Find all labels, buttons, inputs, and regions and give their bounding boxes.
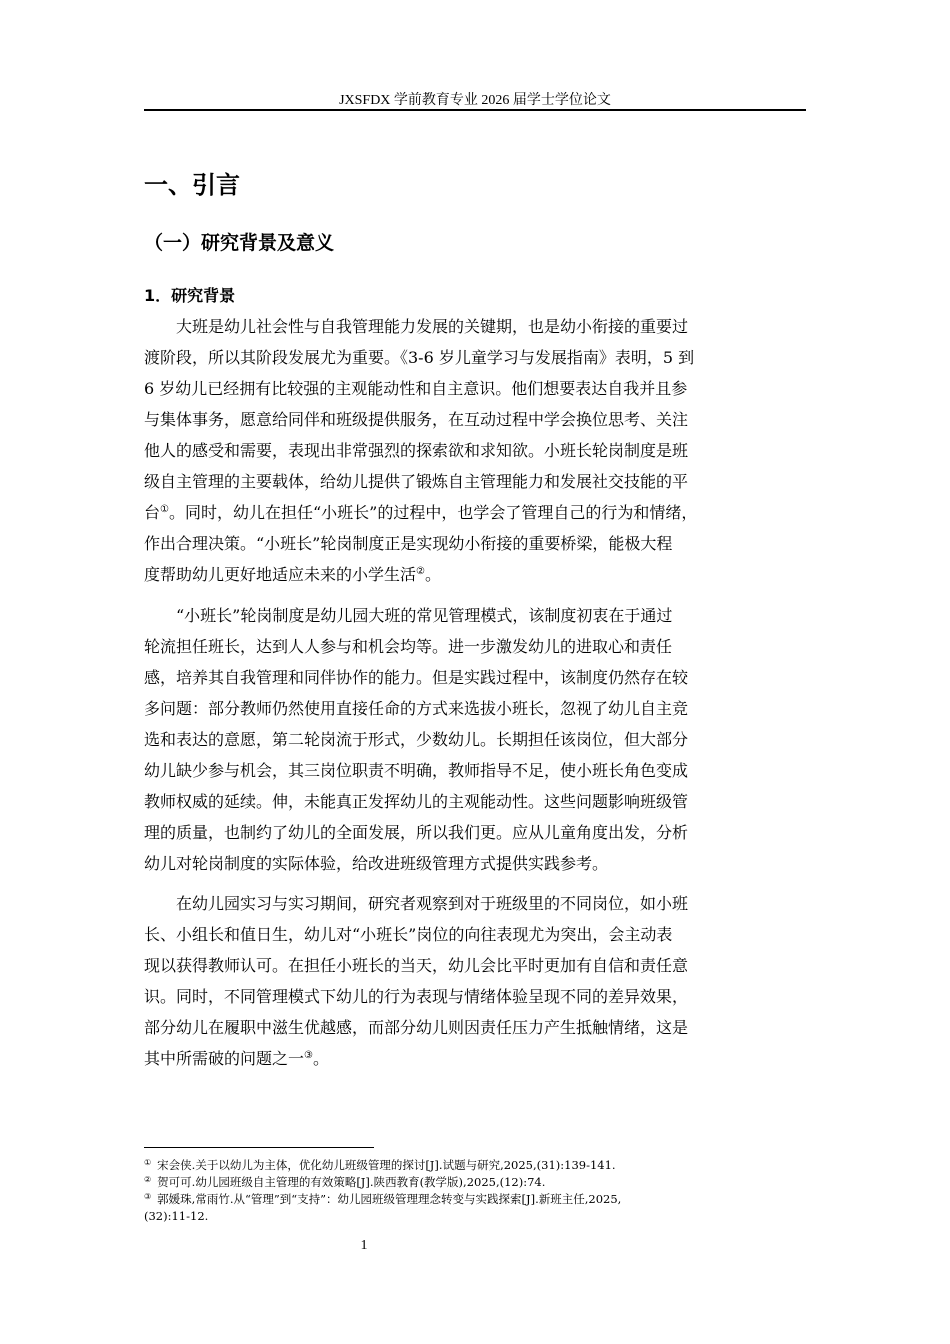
text-fragment: 。 [312,1049,329,1068]
footnote-text: 宋会侠.关于以幼儿为主体，优化幼儿班级管理的探讨[J].试题与研究,2025,(31):139-141. [157,1158,616,1172]
text-line: 理的质量，也制约了幼儿的全面发展，所以我们更。应从儿童角度出发，分析 [144,823,689,842]
text-line: 作出合理决策。“小班长”轮岗制度正是实现幼小衔接的重要桥梁，能极大程 [144,534,673,553]
text-fragment: 。 [424,565,441,584]
text-fragment: 度帮助幼儿更好地适应未来的小学生活 [144,565,417,584]
section-heading: 一、引言 [144,171,240,199]
text-line: 感，培养其自我管理和同伴协作的能力。但是实践过程中，该制度仍然存在较 [144,668,689,687]
footnote-mark: ③ [144,1192,152,1201]
text-line: 6 岁幼儿已经拥有比较强的主观能动性和自主意识。他们想要表达自我并且参 [144,379,688,398]
text-line: 教师权威的延续。伸，未能真正发挥幼儿的主观能动性。这些问题影响班级管 [144,792,689,811]
text-line: 在幼儿园实习与实习期间，研究者观察到对于班级里的不同岗位，如小班 [176,894,689,913]
text-line: 与集体事务，愿意给同伴和班级提供服务，在互动过程中学会换位思考、关注 [144,410,689,429]
text-fragment: 。同时，幼儿在担任“小班长”的过程中，也学会了管理自己的行为和情绪， [168,503,698,522]
text-line: 幼儿缺少参与机会，其三岗位职责不明确，教师指导不足，使小班长角色变成 [144,761,689,780]
text-line: 级自主管理的主要载体，给幼儿提供了锻炼自主管理能力和发展社交技能的平 [144,472,689,491]
paragraph-3 [144,888,806,1074]
footnote-rule [144,1147,374,1148]
paragraph-1 [144,311,806,590]
footnote-2 [144,1174,806,1191]
text-line: 他人的感受和需要，表现出非常强烈的探索欲和求知欲。小班长轮岗制度是班 [144,441,689,460]
footnote-text: 郭媛珠,常雨竹.从“管理”到“支持”：幼儿园班级管理理念转变与实践探索[J].新班主任,2025, [157,1192,622,1206]
footnote-ref[interactable]: ③ [304,1050,313,1061]
text-line: 幼儿对轮岗制度的实际体验，给改进班级管理方式提供实践参考。 [144,854,609,873]
text-line [144,1043,806,1074]
footnote-text: 贺可可.幼儿园班级自主管理的有效策略[J].陕西教育(教学版),2025,(12):74. [157,1175,546,1189]
text-line: 多问题：部分教师仍然使用直接任命的方式来选拔小班长，忽视了幼儿自主竞 [144,699,689,718]
footnote-ref[interactable]: ② [416,566,425,577]
text-line: 轮流担任班长，达到人人参与和机会均等。进一步激发幼儿的进取心和责任 [144,637,673,656]
text-line: 大班是幼儿社会性与自我管理能力发展的关键期，也是幼小衔接的重要过 [176,317,689,336]
running-header: JXSFDX 学前教育专业 2026 届学士学位论文 [339,93,611,108]
paragraph-2 [144,600,806,879]
header-rule [144,109,806,111]
text-line [144,497,806,528]
text-line: “小班长”轮岗制度是幼儿园大班的常见管理模式，该制度初衷在于通过 [176,606,673,625]
footnote-1 [144,1157,806,1174]
text-line: 部分幼儿在履职中滋生优越感，而部分幼儿则因责任压力产生抵触情绪，这是 [144,1018,689,1037]
page-number: 1 [360,1238,368,1253]
text-line: 识。同时，不同管理模式下幼儿的行为表现与情绪体验呈现不同的差异效果， [144,987,689,1006]
text-fragment: 其中所需破的问题之一 [144,1049,305,1068]
text-line: 现以获得教师认可。在担任小班长的当天，幼儿会比平时更加有自信和责任意 [144,956,689,975]
footnote-mark: ② [144,1175,152,1184]
footnotes [144,1157,806,1225]
footnote-mark: ① [144,1158,152,1167]
text-line: 长、小组长和值日生，幼儿对“小班长”岗位的向往表现尤为突出，会主动表 [144,925,673,944]
text-line: 渡阶段，所以其阶段发展尤为重要。《3-6 岁儿童学习与发展指南》表明，5 到 [144,348,695,367]
text-line [144,559,806,590]
text-line: 选和表达的意愿，第二轮岗流于形式，少数幼儿。长期担任该岗位，但大部分 [144,730,689,749]
footnote-3 [144,1191,806,1208]
text-fragment: 台 [144,503,161,522]
footnote-3-continuation: (32):11-12. [144,1209,209,1223]
subsubsection-heading: 1．研究背景 [144,286,236,305]
footnote-ref[interactable]: ① [160,504,169,515]
subsection-heading: （一）研究背景及意义 [144,232,335,254]
